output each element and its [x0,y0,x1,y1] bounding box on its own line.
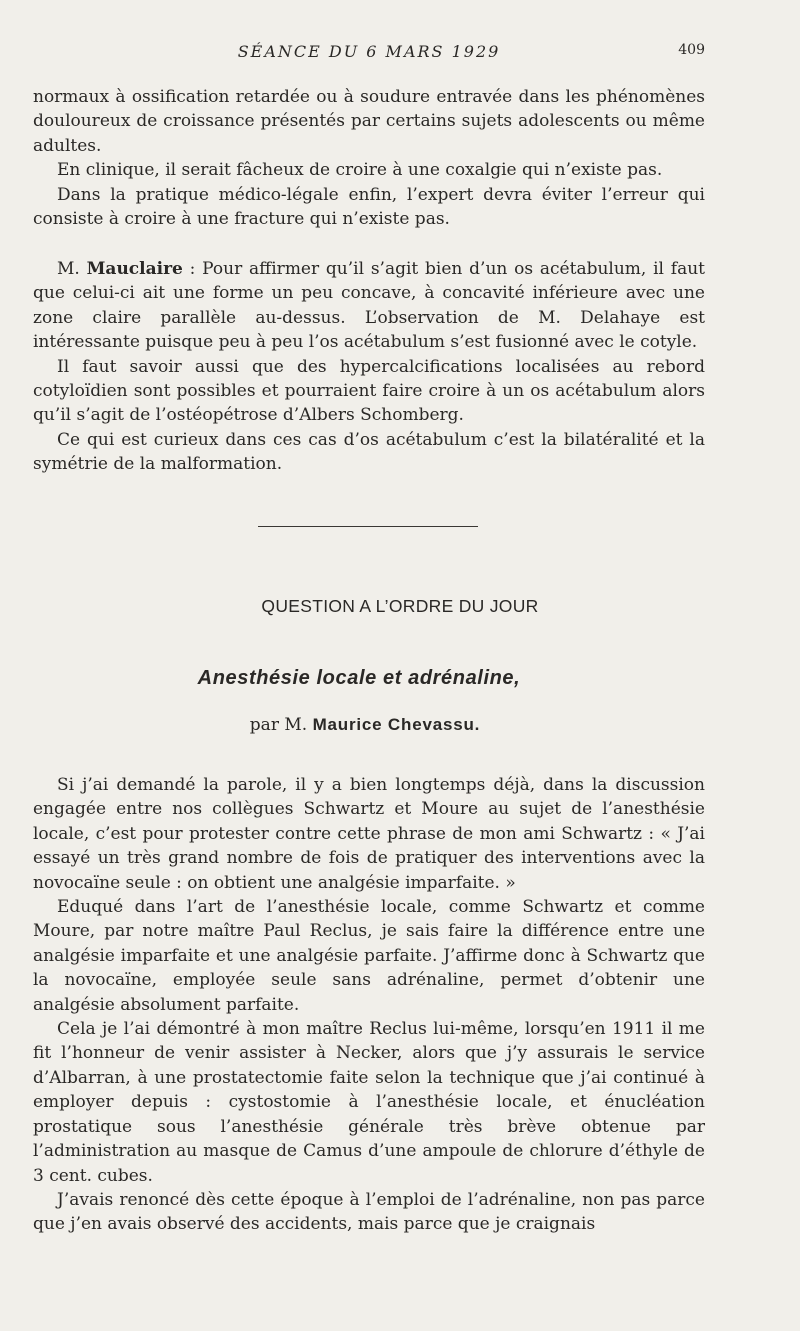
paragraph: Il faut savoir aussi que des hypercalcifications localisées au rebord cotyloïdien sont possibles et pourraient faire croire à un os acétabulum alors qu’il s’agit de l’ostéopétrose d’Albers Schomberg. [33,356,705,426]
paragraph: normaux à ossification retardée ou à soudure entravée dans les phénomènes douloureux de croissance présentés par certains sujets adolescents ou même adultes. [33,87,705,156]
mauclaire-remarks [33,257,705,477]
speaker-text: : Pour affirmer qu’il s’agit bien d’un os acétabulum, il faut que celui-ci ait une forme un peu concave, à concavité inférieure avec une zone claire parallèle au-dessus. L’observation de M. Delahaye est intéressante puisque peu à peu l’os acétabulum s’est fusionné avec le cotyle. [33,259,705,353]
paragraph [33,257,705,355]
article-title: Anesthésie locale et adrénaline, [197,667,521,689]
running-header [33,42,705,66]
byline-prefix: par M. [249,715,313,735]
byline [0,715,730,735]
speaker-prefix: M. [57,259,87,279]
section-divider [258,526,478,527]
paragraph: Cela je l’ai démontré à mon maître Reclus lui-même, lorsqu’en 1911 il me fit l’honneur de venir assister à Necker, alors que j’y assurais le service d’Albarran, à une prostatectomie faite selon la technique que j’ai continué à employer depuis : cystostomie à l’anesthésie locale, et énucléation prostatique sous l’anesthésie générale très brève obtenue par l’administration au masque de Camus d’une ampoule de chlorure d’éthyle de 3 cent. cubes. [33,1019,705,1186]
paragraph: Si j’ai demandé la parole, il y a bien longtemps déjà, dans la discussion engagée entre nos collègues Schwartz et Moure au sujet de l’anesthésie locale, c’est pour protester contre cette phrase de mon ami Schwartz : « J’ai essayé un très grand nombre de fois de pratiquer des interventions avec la novocaïne seule : on obtient une analgésie imparfaite. » [33,775,705,893]
paragraph: Dans la pratique médico-légale enfin, l’expert devra éviter l’erreur qui consiste à croire à une fracture qui n’existe pas. [33,184,705,230]
section-heading: QUESTION A L’ORDRE DU JOUR [261,596,539,616]
page-number: 409 [678,42,705,58]
paragraph: Eduqué dans l’art de l’anesthésie locale, comme Schwartz et comme Moure, par notre maître Paul Reclus, je sais faire la différence entre une analgésie imparfaite et une analgésie parfaite. J’affirme donc à Schwartz que la novocaïne, employée seule sans adrénaline, permet d’obtenir une analgésie absolument parfaite. [33,897,705,1015]
article-body [33,773,705,1237]
paragraph: J’avais renoncé dès cette époque à l’emploi de l’adrénaline, non pas parce que j’en avais observé des accidents, mais parce que je craignais [33,1189,705,1235]
speaker-name: Mauclaire [86,259,183,279]
author-name: Maurice Chevassu. [312,715,481,734]
discussion-continuation [33,85,705,231]
paragraph: En clinique, il serait fâcheux de croire à une coxalgie qui n’existe pas. [57,160,663,181]
paragraph: Ce qui est curieux dans ces cas d’os acétabulum c’est la bilatéralité et la symétrie de la malformation. [33,429,705,475]
running-title: SÉANCE DU 6 MARS 1929 [237,42,501,61]
